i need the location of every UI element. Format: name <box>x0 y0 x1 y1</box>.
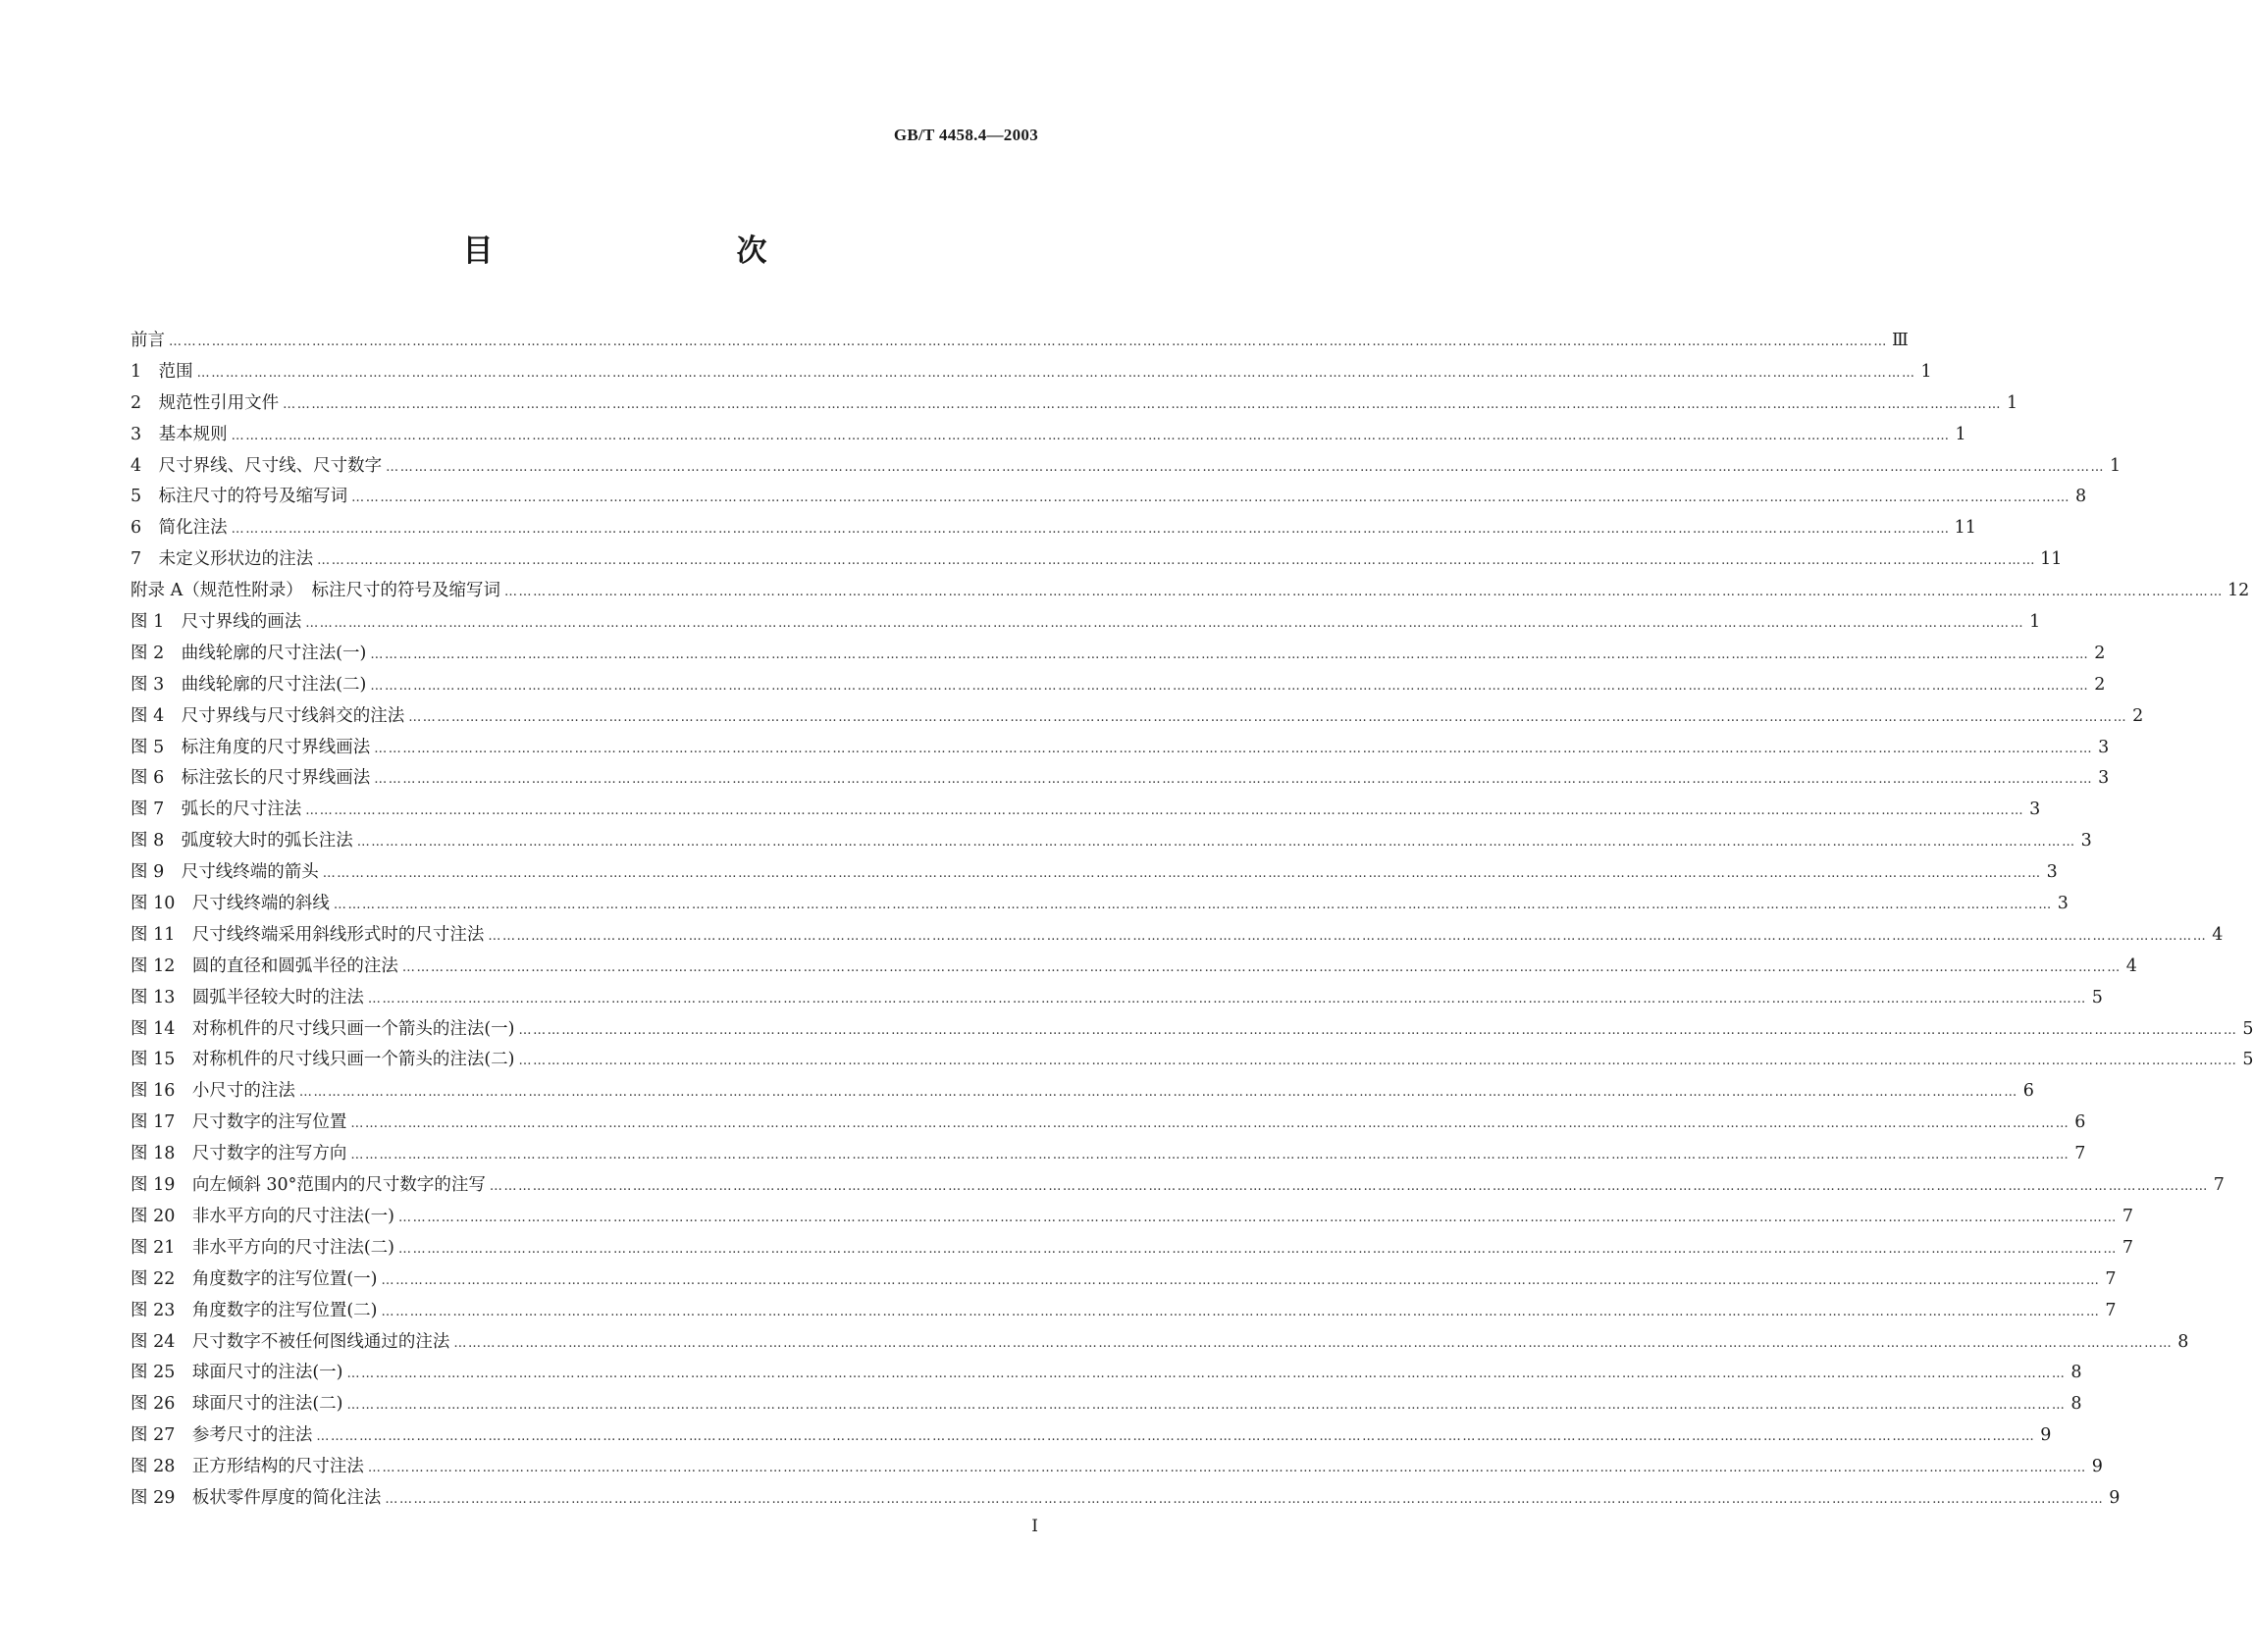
toc-entry-label: 图 13 圆弧半径较大时的注法 <box>131 987 364 1007</box>
toc-entry-page: 3 <box>2098 768 2110 789</box>
toc-entry-label: 图 18 尺寸数字的注写方向 <box>131 1144 347 1164</box>
toc-entry-page: 2 <box>2094 643 2106 663</box>
toc-entry-page: 2 <box>2132 705 2144 726</box>
toc-dot-leader: ……………………………………………………………………………………………………………………………………………………………………………………………………………………………………………………………………………………………………………………………… <box>385 1491 2105 1507</box>
toc-dot-leader: ……………………………………………………………………………………………………………………………………………………………………………………………………………………………………………………………………………………………………………………………… <box>231 522 1951 538</box>
toc-entry-label: 图 21 非水平方向的尺寸注法(二) <box>131 1237 394 1258</box>
toc-entry-label: 图 8 弧度较大时的弧长注法 <box>131 831 353 852</box>
toc-entry-page: 3 <box>2029 800 2041 820</box>
toc-dot-leader: ……………………………………………………………………………………………………………………………………………………………………………………………………………………………………………………………………………………………………………………………… <box>317 553 2037 569</box>
toc-entry-label: 图 4 尺寸界线与尺寸线斜交的注法 <box>131 705 405 726</box>
toc-entry[interactable] <box>131 734 2110 765</box>
toc-entry[interactable] <box>131 1140 2086 1171</box>
toc-entry-page: 7 <box>2122 1206 2133 1226</box>
toc-entry[interactable] <box>131 827 2092 858</box>
toc-entry[interactable] <box>131 984 2103 1015</box>
toc-dot-leader: ……………………………………………………………………………………………………………………………………………………………………………………………………………………………………………………………………………………………………………………………… <box>350 1148 2070 1163</box>
toc-entry[interactable] <box>131 671 2106 702</box>
toc-dot-leader: ……………………………………………………………………………………………………………………………………………………………………………………………………………………………………………………………………………………………………………………………… <box>408 709 2128 725</box>
toc-entry[interactable] <box>131 1171 2225 1203</box>
toc-entry-page: 9 <box>2109 1487 2121 1508</box>
toc-dot-leader: ……………………………………………………………………………………………………………………………………………………………………………………………………………………………………………………………………………………………………………………………… <box>386 459 2106 475</box>
toc-entry-label: 图 28 正方形结构的尺寸注法 <box>131 1457 364 1477</box>
toc-entry-label: 图 24 尺寸数字不被任何图线通过的注法 <box>131 1331 450 1352</box>
toc-dot-leader: ……………………………………………………………………………………………………………………………………………………………………………………………………………………………………………………………………………………………………………………………… <box>350 1116 2070 1132</box>
toc-entry-label: 前言 <box>131 331 165 350</box>
toc-entry[interactable] <box>131 1203 2133 1234</box>
toc-entry-page: 8 <box>2070 1363 2082 1383</box>
toc-entry[interactable] <box>131 389 2018 421</box>
toc-dot-leader: ……………………………………………………………………………………………………………………………………………………………………………………………………………………………………………………………………………………………………………………………… <box>231 428 1951 443</box>
toc-dot-leader: ……………………………………………………………………………………………………………………………………………………………………………………………………………………………………………………………………………………………………………………………… <box>367 1461 2087 1476</box>
toc-entry-label: 图 29 板状零件厚度的简化注法 <box>131 1487 382 1508</box>
toc-dot-leader: ……………………………………………………………………………………………………………………………………………………………………………………………………………………………………………………………………………………………………………………………… <box>305 616 2025 632</box>
toc-entry-page: 1 <box>1920 361 1932 382</box>
toc-entry-page: 7 <box>2105 1268 2117 1289</box>
toc-entry-page: 5 <box>2091 987 2103 1007</box>
toc-entry-page: 8 <box>2070 1394 2082 1415</box>
toc-entry-page: 1 <box>2110 455 2122 476</box>
toc-entry[interactable] <box>131 1359 2082 1390</box>
toc-entry[interactable] <box>131 514 1976 545</box>
toc-dot-leader: ……………………………………………………………………………………………………………………………………………………………………………………………………………………………………………………………………………………………………………………………… <box>322 866 2042 882</box>
toc-entry-page: 5 <box>2242 1050 2253 1070</box>
toc-dot-leader: ……………………………………………………………………………………………………………………………………………………………………………………………………………………………………………………………………………………………………………………………… <box>518 1054 2238 1069</box>
toc-entry-page: 7 <box>2074 1144 2086 1164</box>
toc-entry-label: 图 10 尺寸线终端的斜线 <box>131 894 330 914</box>
toc-entry-page: Ⅲ <box>1892 331 1909 350</box>
toc-dot-leader: ……………………………………………………………………………………………………………………………………………………………………………………………………………………………………………………………………………………………………………………………… <box>367 991 2087 1007</box>
toc-entry[interactable] <box>131 1077 2034 1109</box>
toc-entry[interactable] <box>131 545 2063 577</box>
toc-entry[interactable] <box>131 1015 2253 1047</box>
toc-dot-leader: ……………………………………………………………………………………………………………………………………………………………………………………………………………………………………………………………………………………………………………………………… <box>489 1179 2209 1195</box>
toc-entry[interactable] <box>131 1046 2253 1077</box>
toc-entry[interactable] <box>131 1390 2082 1421</box>
toc-dot-leader: ……………………………………………………………………………………………………………………………………………………………………………………………………………………………………………………………………………………………………………………………… <box>333 898 2053 913</box>
toc-entry[interactable] <box>131 796 2041 827</box>
toc-dot-leader: ……………………………………………………………………………………………………………………………………………………………………………………………………………………………………………………………………………………………………………………………… <box>298 1085 2018 1101</box>
toc-entry[interactable] <box>131 1109 2086 1140</box>
toc-dot-leader: ……………………………………………………………………………………………………………………………………………………………………………………………………………………………………………………………………………………………………………………………… <box>518 1022 2238 1038</box>
toc-entry-label: 图 23 角度数字的注写位置(二) <box>131 1300 378 1320</box>
toc-entry-page: 5 <box>2242 1018 2253 1039</box>
toc-entry[interactable] <box>131 1297 2117 1328</box>
toc-entry-page: 9 <box>2091 1457 2103 1477</box>
toc-entry[interactable] <box>131 483 2087 514</box>
toc-entry-page: 6 <box>2022 1081 2034 1102</box>
toc-entry-label: 图 3 曲线轮廓的尺寸注法(二) <box>131 674 367 695</box>
toc-entry-page: 7 <box>2213 1175 2225 1196</box>
toc-entry-page: 3 <box>2046 862 2058 883</box>
toc-entry-page: 12 <box>2227 581 2250 601</box>
page-title: 目 次 <box>462 233 828 269</box>
toc-entry-label: 图 17 尺寸数字的注写位置 <box>131 1112 347 1133</box>
toc-entry-page: 8 <box>2075 487 2087 507</box>
toc-dot-leader: ……………………………………………………………………………………………………………………………………………………………………………………………………………………………………………………………………………………………………………………………… <box>398 1241 2118 1257</box>
toc-entry[interactable] <box>131 764 2110 796</box>
toc-entry-label: 5 标注尺寸的符号及缩写词 <box>131 487 348 507</box>
toc-dot-leader: ……………………………………………………………………………………………………………………………………………………………………………………………………………………………………………………………………………………………………………………………… <box>356 835 2076 851</box>
toc-entry-label: 图 22 角度数字的注写位置(一) <box>131 1268 378 1289</box>
toc-entry-label: 图 14 对称机件的尺寸线只画一个箭头的注法(一) <box>131 1018 515 1039</box>
toc-entry-page: 1 <box>2029 612 2041 633</box>
toc-entry[interactable] <box>131 1265 2117 1297</box>
toc-entry-label: 图 5 标注角度的尺寸界线画法 <box>131 737 371 757</box>
toc-dot-leader: ……………………………………………………………………………………………………………………………………………………………………………………………………………………………………………………………………………………………………………………………… <box>370 646 2090 662</box>
toc-entry-page: 4 <box>2125 955 2137 976</box>
toc-entry-label: 6 简化注法 <box>131 518 228 539</box>
toc-entry-page: 1 <box>2007 392 2018 413</box>
toc-entry-label: 7 未定义形状边的注法 <box>131 549 314 570</box>
toc-dot-leader: ……………………………………………………………………………………………………………………………………………………………………………………………………………………………………………………………………………………………………………………………… <box>401 959 2122 975</box>
toc-entry-label: 图 27 参考尺寸的注法 <box>131 1425 313 1446</box>
toc-entry-label: 图 25 球面尺寸的注法(一) <box>131 1363 343 1383</box>
toc-entry-label: 图 6 标注弦长的尺寸界线画法 <box>131 768 371 789</box>
toc-entry[interactable] <box>131 858 2058 890</box>
toc-entry[interactable] <box>131 1234 2133 1265</box>
toc-dot-leader: ……………………………………………………………………………………………………………………………………………………………………………………………………………………………………………………………………………………………………………………………… <box>381 1272 2101 1288</box>
toc-entry-page: 8 <box>2177 1331 2189 1352</box>
toc-entry-page: 3 <box>2098 737 2110 757</box>
toc-entry-page: 9 <box>2040 1425 2052 1446</box>
toc-entry-label: 附录 A（规范性附录） 标注尺寸的符号及缩写词 <box>131 581 500 601</box>
toc-dot-leader: ……………………………………………………………………………………………………………………………………………………………………………………………………………………………………………………………………………………………………………………………… <box>398 1210 2118 1225</box>
toc-entry-label: 图 16 小尺寸的注法 <box>131 1081 295 1102</box>
toc-dot-leader: ……………………………………………………………………………………………………………………………………………………………………………………………………………………………………………………………………………………………………………………………… <box>381 1304 2101 1319</box>
toc-entry-label: 图 20 非水平方向的尺寸注法(一) <box>131 1206 394 1226</box>
toc-entry[interactable] <box>131 608 2041 640</box>
page-number: I <box>1031 1517 1038 1536</box>
standard-code: GB/T 4458.4—2003 <box>893 126 1038 144</box>
toc-entry[interactable] <box>131 1421 2052 1453</box>
toc-entry-page: 1 <box>1955 424 1966 444</box>
toc-entry-page: 11 <box>1954 518 1976 539</box>
toc-entry-page: 6 <box>2074 1112 2086 1133</box>
toc-entry-label: 图 7 弧长的尺寸注法 <box>131 800 302 820</box>
toc-entry-page: 3 <box>2080 831 2092 852</box>
toc-entry[interactable] <box>131 452 2122 484</box>
toc-entry-label: 图 9 尺寸线终端的箭头 <box>131 862 319 883</box>
toc-dot-leader: ……………………………………………………………………………………………………………………………………………………………………………………………………………………………………………………………………………………………………………………………… <box>351 490 2071 506</box>
table-of-contents <box>131 327 2253 1516</box>
toc-entry[interactable] <box>131 1484 2121 1516</box>
toc-entry[interactable] <box>131 702 2144 734</box>
toc-dot-leader: ……………………………………………………………………………………………………………………………………………………………………………………………………………………………………………………………………………………………………………………………… <box>503 585 2224 600</box>
toc-dot-leader: ……………………………………………………………………………………………………………………………………………………………………………………………………………………………………………………………………………………………………………………………… <box>346 1398 2067 1414</box>
toc-entry-page: 4 <box>2212 924 2224 945</box>
toc-entry-label: 图 12 圆的直径和圆弧半径的注法 <box>131 955 398 976</box>
toc-entry[interactable] <box>131 921 2224 953</box>
toc-dot-leader: ……………………………………………………………………………………………………………………………………………………………………………………………………………………………………………………………………………………………………………………………… <box>374 741 2094 756</box>
toc-entry-label: 图 2 曲线轮廓的尺寸注法(一) <box>131 643 367 663</box>
toc-dot-leader: ……………………………………………………………………………………………………………………………………………………………………………………………………………………………………………………………………………………………………………………………… <box>346 1367 2067 1382</box>
toc-dot-leader: ……………………………………………………………………………………………………………………………………………………………………………………………………………………………………………………………………………………………………………………………… <box>488 928 2208 944</box>
toc-entry-page: 7 <box>2122 1237 2133 1258</box>
toc-dot-leader: ……………………………………………………………………………………………………………………………………………………………………………………………………………………………………………………………………………………………………………………………… <box>374 772 2094 788</box>
toc-entry-label: 图 15 对称机件的尺寸线只画一个箭头的注法(二) <box>131 1050 515 1070</box>
toc-entry-label: 4 尺寸界线、尺寸线、尺寸数字 <box>131 455 383 476</box>
toc-entry[interactable] <box>131 640 2106 671</box>
toc-entry[interactable] <box>131 953 2137 984</box>
toc-entry-label: 图 19 向左倾斜 30°范围内的尺寸数字的注写 <box>131 1175 486 1196</box>
toc-entry[interactable] <box>131 327 1909 358</box>
toc-entry[interactable] <box>131 358 1932 389</box>
toc-entry-page: 3 <box>2057 894 2069 914</box>
toc-dot-leader: ……………………………………………………………………………………………………………………………………………………………………………………………………………………………………………………………………………………………………………………………… <box>305 803 2025 819</box>
toc-dot-leader: ……………………………………………………………………………………………………………………………………………………………………………………………………………………………………………………………………………………………………………………………… <box>283 396 2003 412</box>
toc-dot-leader: ……………………………………………………………………………………………………………………………………………………………………………………………………………………………………………………………………………………………………………………………… <box>316 1429 2036 1445</box>
toc-dot-leader: ……………………………………………………………………………………………………………………………………………………………………………………………………………………………………………………………………………………………………………………………… <box>169 335 1888 349</box>
toc-entry-label: 图 26 球面尺寸的注法(二) <box>131 1394 343 1415</box>
toc-entry-label: 3 基本规则 <box>131 424 228 444</box>
toc-entry[interactable] <box>131 1453 2103 1484</box>
toc-entry-label: 图 11 尺寸线终端采用斜线形式时的尺寸注法 <box>131 924 485 945</box>
toc-dot-leader: ……………………………………………………………………………………………………………………………………………………………………………………………………………………………………………………………………………………………………………………………… <box>370 678 2090 694</box>
toc-entry[interactable] <box>131 1328 2189 1360</box>
toc-entry-label: 2 规范性引用文件 <box>131 392 280 413</box>
toc-dot-leader: ……………………………………………………………………………………………………………………………………………………………………………………………………………………………………………………………………………………………………………………………… <box>196 365 1916 381</box>
toc-entry-label: 1 范围 <box>131 361 193 382</box>
toc-entry-page: 11 <box>2040 549 2063 570</box>
toc-entry-page: 7 <box>2105 1300 2117 1320</box>
toc-entry[interactable] <box>131 577 2250 608</box>
toc-dot-leader: ……………………………………………………………………………………………………………………………………………………………………………………………………………………………………………………………………………………………………………………………… <box>453 1335 2174 1351</box>
toc-entry[interactable] <box>131 421 1966 452</box>
toc-entry-label: 图 1 尺寸界线的画法 <box>131 612 302 633</box>
toc-entry-page: 2 <box>2094 674 2106 695</box>
toc-entry[interactable] <box>131 890 2069 921</box>
